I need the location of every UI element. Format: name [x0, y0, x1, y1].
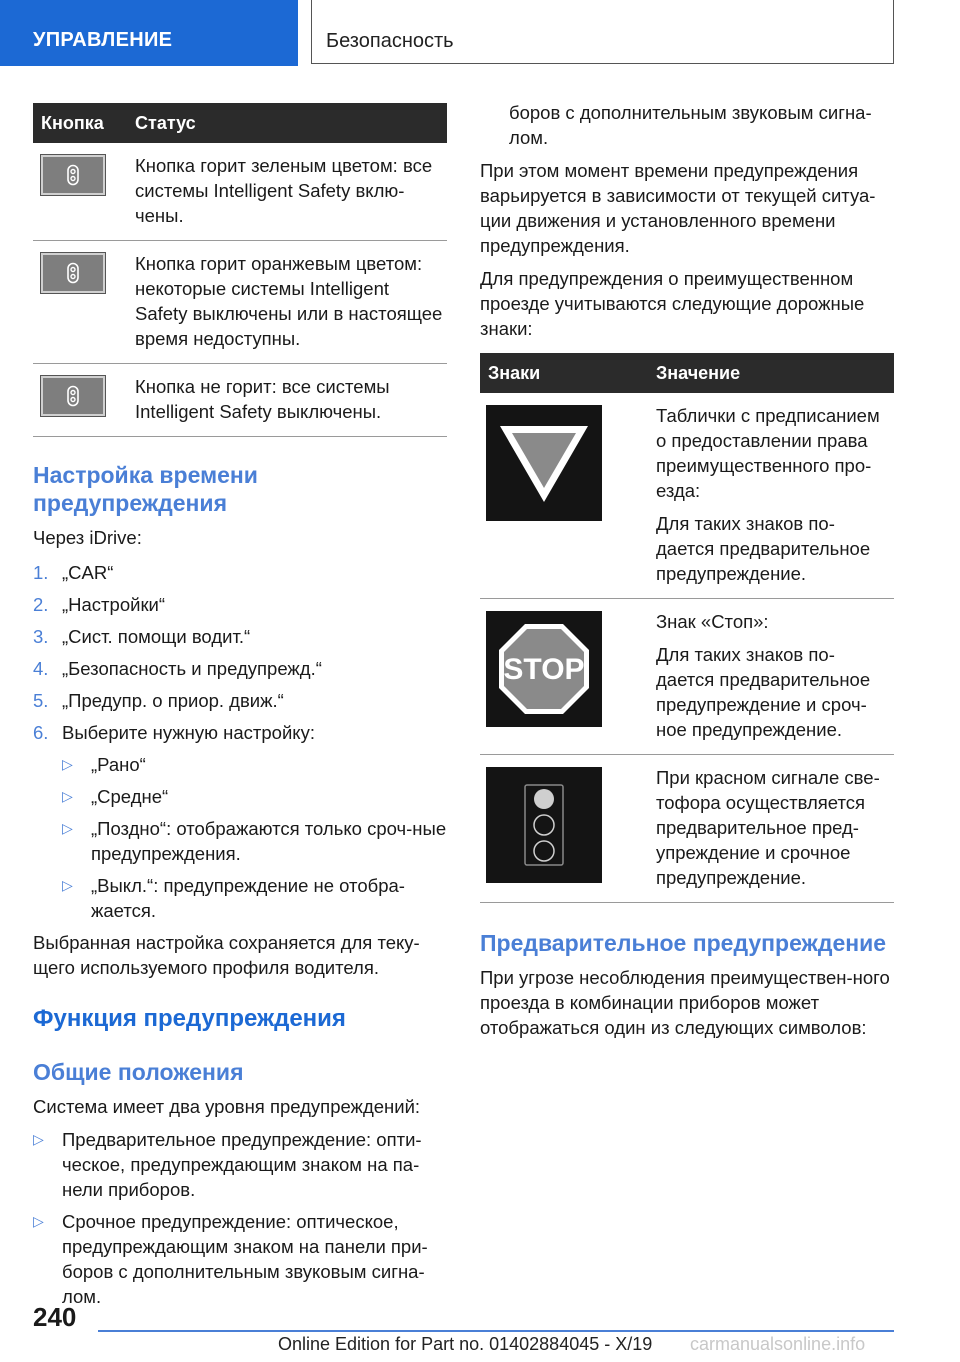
intelligent-safety-button-icon [41, 155, 105, 195]
signs-intro: Для предупреждения о преимущественном проезде учитываются следующие дорожные знаки: [480, 268, 865, 339]
section-tab[interactable] [0, 0, 298, 66]
button-status-table [33, 103, 447, 437]
footer-divider [98, 1330, 894, 1332]
table-row [480, 755, 894, 903]
table-header-meaning: Значение [644, 353, 894, 393]
continuation-text: боров с дополнительным звуковым сигна-лом. [509, 102, 872, 148]
stop-sign-icon [486, 611, 602, 727]
timing-text: При этом момент времени предупреждения варьируется в зависимости от текущей ситуа-ции движения и установленного времени предупреждения. [480, 160, 876, 256]
stop-sign-text: STOP [503, 653, 585, 686]
sign-meaning: При красном сигнале све-тофора осуществляется предварительное пред-упреждение и срочное предупреждение. [656, 767, 880, 888]
status-text: Кнопка горит оранжевым цветом: некоторые системы Intelligent Safety выключены или в настоящее время недоступны. [123, 241, 447, 364]
list-item: 5. „Предупр. о приор. движ.“ [33, 690, 284, 711]
table-row [480, 393, 894, 599]
list-item: ▷ Срочное предупреждение: оптическое, предупреждающим знаком на панели при-боров с дополнительным звуковым сигна-лом. [33, 1211, 428, 1307]
triangle-bullet-icon: ▷ [33, 1131, 44, 1147]
triangle-bullet-icon: ▷ [62, 877, 73, 893]
table-row [33, 143, 447, 241]
status-text: Кнопка не горит: все системы Intelligent Safety выключены. [123, 364, 447, 437]
road-signs-table [480, 353, 894, 903]
settings-note: Выбранная настройка сохраняется для теку-щего используемого профиля водителя. [33, 932, 420, 978]
settings-heading: Настройка времени предупреждения [33, 462, 258, 516]
chapter-tab[interactable] [311, 0, 894, 64]
table-header-status: Статус [123, 103, 447, 143]
list-item: ▷ Предварительное предупреждение: опти-ческое, предупреждающим знаком на па-нели приборов. [33, 1129, 422, 1200]
list-item: 4. „Безопасность и предупрежд.“ [33, 658, 322, 679]
pre-warning-heading: Предварительное предупреждение [480, 930, 887, 956]
triangle-bullet-icon: ▷ [62, 788, 73, 804]
traffic-light-icon [486, 767, 602, 883]
sign-meaning: Для таких знаков по-дается предварительное предупреждение. [656, 513, 871, 584]
list-item: 1. „CAR“ [33, 562, 114, 583]
warning-subheading: Общие положения [33, 1059, 244, 1085]
list-item: ▷ „Средне“ [62, 786, 169, 807]
left-column [33, 103, 447, 1307]
list-item: 6. Выберите нужную настройку: ▷ „Рано“ ▷ „Средне“ ▷ „Поздно“: отображаются только сроч-ные предупреждения. ▷ „Выкл.“: предупреждение не отобра-жается. [33, 722, 447, 921]
settings-options [62, 752, 447, 923]
table-row [33, 241, 447, 364]
warning-levels [33, 1127, 447, 1307]
status-text: Кнопка горит зеленым цветом: все системы Intelligent Safety вклю-чены. [123, 143, 447, 241]
list-item: ▷ „Выкл.“: предупреждение не отобра-жается. [62, 875, 405, 921]
page-number: 240 [33, 1302, 77, 1332]
settings-steps [33, 560, 447, 923]
section-label: УПРАВЛЕНИЕ [33, 29, 173, 51]
table-header-button: Кнопка [33, 103, 123, 143]
triangle-bullet-icon: ▷ [62, 756, 73, 772]
list-item: 3. „Сист. помощи водит.“ [33, 626, 251, 647]
sign-meaning: Таблички с предписанием о предоставлении права преимущественного про-езда: [656, 405, 880, 501]
watermark: carmanualsonline.info [690, 1334, 866, 1354]
settings-intro: Через iDrive: [33, 527, 142, 548]
table-row [33, 364, 447, 437]
edition-text: Online Edition for Part no. 01402884045 - X/19 [278, 1334, 653, 1354]
right-column [480, 100, 894, 1040]
sign-meaning: Знак «Стоп»: [656, 611, 769, 632]
table-row [480, 599, 894, 755]
list-item: ▷ „Рано“ [62, 754, 146, 775]
yield-sign-icon [486, 405, 602, 521]
triangle-bullet-icon: ▷ [33, 1213, 44, 1229]
list-item: ▷ „Поздно“: отображаются только сроч-ные предупреждения. [62, 818, 447, 864]
warning-intro: Система имеет два уровня предупреждений: [33, 1096, 421, 1117]
warning-heading: Функция предупреждения [33, 1005, 346, 1032]
intelligent-safety-button-icon [41, 253, 105, 293]
chapter-label: Безопасность [326, 30, 454, 52]
intelligent-safety-button-icon [41, 376, 105, 416]
triangle-bullet-icon: ▷ [62, 820, 73, 836]
list-item: 2. „Настройки“ [33, 594, 166, 615]
pre-warning-text: При угрозе несоблюдения преимуществен-ного проезда в комбинации приборов может отображаться один из следующих символов: [480, 967, 890, 1038]
sign-meaning: Для таких знаков по-дается предварительное предупреждение и сроч-ное предупреждение. [656, 644, 871, 740]
table-header-signs: Знаки [480, 353, 644, 393]
